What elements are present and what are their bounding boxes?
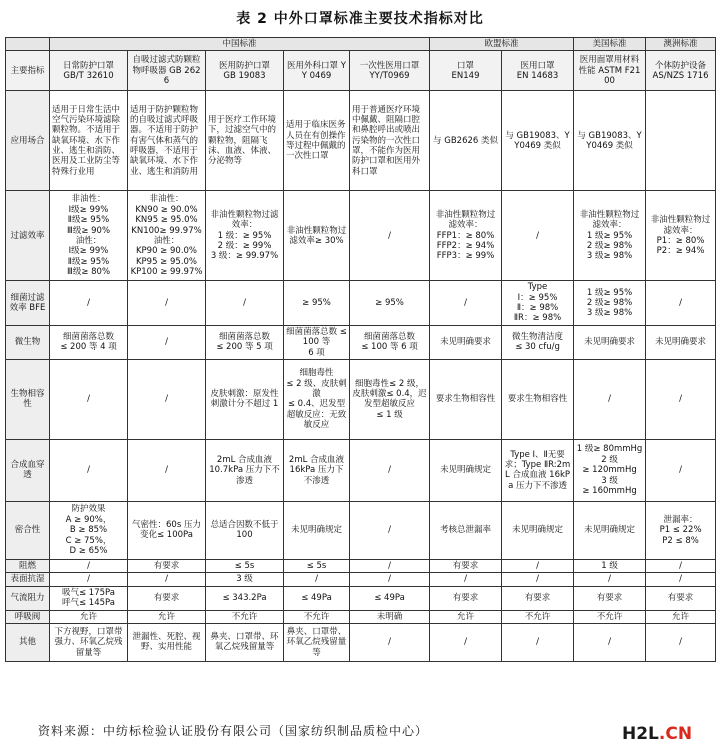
- row-label: 气流阻力: [6, 586, 50, 610]
- table-cell: /: [646, 281, 716, 325]
- row-label: 阻燃: [6, 559, 50, 572]
- table-cell: ≤ 49Pa: [350, 586, 430, 610]
- table-cell: 1 级≥ 80mmHg 2 级 ≥ 120mmHg 3 级 ≥ 160mmHg: [574, 439, 646, 501]
- table-row: [6, 91, 716, 191]
- table-cell: /: [128, 573, 206, 586]
- table-cell: /: [430, 573, 502, 586]
- table-cell: 下方视野，口罩带强力、环氧乙烷残留量等: [50, 623, 128, 661]
- row-label: 过滤效率: [6, 191, 50, 281]
- header-col: 自吸过滤式防颗粒物呼吸器 GB 2626: [128, 51, 206, 91]
- table-row: [6, 586, 716, 610]
- table-cell: 要求生物相容性: [502, 359, 574, 439]
- table-cell: /: [128, 439, 206, 501]
- table-cell: Type Ⅰ、Ⅱ无要求；Type ⅡR:2mL 合成血液 16kPa 压力下不渗透: [502, 439, 574, 501]
- table-cell: 细菌菌落总数 ≤ 200 等 4 项: [50, 325, 128, 359]
- table-cell: /: [646, 623, 716, 661]
- table-cell: 2mL 合成血液 16kPa 压力下不渗透: [284, 439, 350, 501]
- table-cell: 非油性颗粒物过滤效率： 1 级≥ 95% 2 级≥ 98% 3 级≥ 98%: [574, 191, 646, 281]
- table-cell: 3 级: [206, 573, 284, 586]
- table-cell: 皮肤刺激：原发性刺激计分不超过 1: [206, 359, 284, 439]
- table-cell: 有要求: [574, 586, 646, 610]
- table-cell: /: [50, 559, 128, 572]
- table-cell: /: [128, 325, 206, 359]
- table-cell: /: [502, 191, 574, 281]
- table-cell: 防护效果 A ≥ 90%， B ≥ 85% C ≥ 75%， D ≥ 65%: [50, 501, 128, 559]
- table-row: [6, 623, 716, 661]
- table-cell: ≤ 5s: [284, 559, 350, 572]
- table-cell: ≤ 49Pa: [284, 586, 350, 610]
- table-cell: 与 GB19083、YY0469 类似: [502, 91, 574, 191]
- table-cell: 非油性： KN90 ≥ 90.0% KN95 ≥ 95.0% KN100≥ 99.97% 油性： KP90 ≥ 90.0% KP95 ≥ 95.0% KP100 ≥ 99.97%: [128, 191, 206, 281]
- table-cell: ≤ 343.2Pa: [206, 586, 284, 610]
- table-cell: 适用于防护颗粒物的自吸过滤式呼吸器。不适用于防护有害气体和蒸气的呼吸器，不适用于缺氧环境、水下作业、逃生和消防用: [128, 91, 206, 191]
- table-cell: 泄漏性、死腔、视野、实用性能: [128, 623, 206, 661]
- table-cell: /: [350, 623, 430, 661]
- table-cell: /: [50, 281, 128, 325]
- table-row: [6, 573, 716, 586]
- table-cell: 微生物清洁度 ≤ 30 cfu/g: [502, 325, 574, 359]
- table-cell: 未见明确规定: [430, 439, 502, 501]
- header-blank: [6, 38, 50, 51]
- table-cell: 允许: [50, 610, 128, 623]
- table-cell: /: [646, 439, 716, 501]
- table-cell: 未见明确要求: [430, 325, 502, 359]
- table-cell: 有要求: [646, 586, 716, 610]
- table-cell: ≥ 95%: [350, 281, 430, 325]
- table-cell: 允许: [646, 610, 716, 623]
- table-cell: 未明确: [350, 610, 430, 623]
- header-col: 个体防护设备 AS/NZS 1716: [646, 51, 716, 91]
- table-cell: 有要求: [430, 559, 502, 572]
- table-cell: 细胞毒性 ≤ 2 级、皮肤刺激 ≤ 0.4、迟发型超敏反应：无致敏反应: [284, 359, 350, 439]
- row-label: 其他: [6, 623, 50, 661]
- header-col: 医用防护口罩 GB 19083: [206, 51, 284, 91]
- table-cell: ≤ 5s: [206, 559, 284, 572]
- row-label: 密合性: [6, 501, 50, 559]
- table-cell: /: [430, 623, 502, 661]
- table-cell: /: [350, 501, 430, 559]
- header-col: 口罩 EN149: [430, 51, 502, 91]
- table-cell: 要求生物相容性: [430, 359, 502, 439]
- table-cell: 非油性： Ⅰ级≥ 99% Ⅱ级≥ 95% Ⅲ级≥ 90% 油性： Ⅰ级≥ 99% Ⅱ级≥ 95% Ⅲ级≥ 80%: [50, 191, 128, 281]
- table-cell: 允许: [430, 610, 502, 623]
- table-cell: /: [50, 573, 128, 586]
- header-col: 医用外科口罩 YY 0469: [284, 51, 350, 91]
- table-cell: 不允许: [502, 610, 574, 623]
- header-col: 医用面罩用材料性能 ASTM F2100: [574, 51, 646, 91]
- group-europe: 欧盟标准: [430, 38, 574, 51]
- table-cell: /: [574, 623, 646, 661]
- table-cell: 用于医疗工作环境下，过滤空气中的颗粒物，阻隔飞沫、血液、体液、分泌物等: [206, 91, 284, 191]
- table-row: [6, 610, 716, 623]
- row-label: 生物相容性: [6, 359, 50, 439]
- table-cell: [646, 91, 716, 191]
- table-cell: 不允许: [284, 610, 350, 623]
- table-cell: 未见明确规定: [284, 501, 350, 559]
- table-cell: /: [646, 559, 716, 572]
- table-row: [6, 439, 716, 501]
- header-col: 医用口罩 EN 14683: [502, 51, 574, 91]
- table-row: [6, 359, 716, 439]
- table-cell: 与 GB19083、YY0469 类似: [574, 91, 646, 191]
- table-cell: 与 GB2626 类似: [430, 91, 502, 191]
- table-cell: 不允许: [574, 610, 646, 623]
- table-cell: /: [350, 573, 430, 586]
- row-label: 呼吸阀: [6, 610, 50, 623]
- table-cell: /: [128, 359, 206, 439]
- table-cell: 有要求: [430, 586, 502, 610]
- table-row: [6, 191, 716, 281]
- table-cell: 未见明确要求: [646, 325, 716, 359]
- table-cell: 有要求: [128, 586, 206, 610]
- table-cell: 适用于临床医务人员在有创操作等过程中佩戴的一次性口罩: [284, 91, 350, 191]
- table-cell: /: [350, 559, 430, 572]
- table-row: [6, 325, 716, 359]
- table-cell: 1 级≥ 95% 2 级≥ 98% 3 级≥ 98%: [574, 281, 646, 325]
- row-label: 表面抗湿: [6, 573, 50, 586]
- table-row: [6, 501, 716, 559]
- table-cell: 细菌菌落总数 ≤ 100 等 6 项: [284, 325, 350, 359]
- table-cell: 鼻夹、口罩带、环氧乙烷残留量等: [284, 623, 350, 661]
- table-cell: Type Ⅰ：≥ 95% Ⅱ：≥ 98% ⅡR：≥ 98%: [502, 281, 574, 325]
- watermark-part1: H2L: [622, 724, 659, 744]
- table-cell: /: [574, 573, 646, 586]
- header-col: 日常防护口罩 GB/T 32610: [50, 51, 128, 91]
- source-note: 资料来源：中纺标检验认证股份有限公司（国家纺织制品质检中心）: [38, 724, 429, 738]
- table-cell: 未见明确要求: [574, 325, 646, 359]
- group-china: 中国标准: [50, 38, 430, 51]
- table-cell: /: [128, 281, 206, 325]
- table-cell: /: [574, 359, 646, 439]
- table-cell: 非油性颗粒物过滤效率： 1 级：≥ 95% 2 级：≥ 99% 3 级：≥ 99.97%: [206, 191, 284, 281]
- group-australia: 澳洲标准: [646, 38, 716, 51]
- table-cell: /: [502, 573, 574, 586]
- table-cell: 非油性颗粒物过滤效率： FFP1：≥ 80% FFP2：≥ 94% FFP3：≥ 99%: [430, 191, 502, 281]
- header-row-label: 主要指标: [6, 51, 50, 91]
- table-cell: 泄漏率： P1 ≤ 22% P2 ≤ 8%: [646, 501, 716, 559]
- table-cell: 未见明确规定: [502, 501, 574, 559]
- table-row: [6, 281, 716, 325]
- table-cell: 2mL 合成血液 10.7kPa 压力下不渗透: [206, 439, 284, 501]
- table-cell: 不允许: [206, 610, 284, 623]
- row-label: 合成血穿透: [6, 439, 50, 501]
- table-cell: 未见明确规定: [574, 501, 646, 559]
- standards-comparison-table: [5, 37, 716, 662]
- table-cell: 总适合因数不低于 100: [206, 501, 284, 559]
- table-cell: /: [502, 559, 574, 572]
- table-cell: 吸气≤ 175Pa 呼气≤ 145Pa: [50, 586, 128, 610]
- table-cell: 考核总泄漏率: [430, 501, 502, 559]
- table-cell: 非油性颗粒物过滤效率≥ 30%: [284, 191, 350, 281]
- table-cell: /: [502, 623, 574, 661]
- table-cell: /: [646, 359, 716, 439]
- table-cell: 细菌菌落总数 ≤ 100 等 6 项: [350, 325, 430, 359]
- table-cell: 允许: [128, 610, 206, 623]
- table-cell: 细菌菌落总数 ≤ 200 等 5 项: [206, 325, 284, 359]
- table-cell: 细胞毒性≤ 2 级，皮肤刺激≤ 0.4，迟发型超敏反应 ≤ 1 级: [350, 359, 430, 439]
- table-cell: 1 级: [574, 559, 646, 572]
- table-cell: /: [50, 359, 128, 439]
- site-watermark: [622, 724, 692, 744]
- table-cell: 有要求: [128, 559, 206, 572]
- table-cell: 适用于日常生活中空气污染环境滤除颗粒物。不适用于缺氧环境、水下作业、逃生和消防、医用及工业防尘等特殊行业用: [50, 91, 128, 191]
- table-cell: 气密性：60s 压力变化≤ 100Pa: [128, 501, 206, 559]
- table-cell: /: [430, 281, 502, 325]
- table-row: [6, 559, 716, 572]
- table-cell: /: [284, 573, 350, 586]
- group-usa: 美国标准: [574, 38, 646, 51]
- row-label: 微生物: [6, 325, 50, 359]
- table-cell: ≥ 95%: [284, 281, 350, 325]
- table-title: 表 2 中外口罩标准主要技术指标对比: [236, 11, 484, 27]
- table-cell: /: [350, 439, 430, 501]
- table-cell: /: [50, 439, 128, 501]
- table-cell: 用于普通医疗环境中佩戴、阻隔口腔和鼻腔呼出或喷出污染物的一次性口罩，不能作为医用防护口罩和医用外科口罩: [350, 91, 430, 191]
- row-label: 应用场合: [6, 91, 50, 191]
- table-cell: /: [206, 281, 284, 325]
- table-cell: 有要求: [502, 586, 574, 610]
- table-cell: /: [350, 191, 430, 281]
- table-cell: 鼻夹、口罩带、环氧乙烷残留量等: [206, 623, 284, 661]
- table-cell: /: [646, 573, 716, 586]
- row-label: 细菌过滤效率 BFE: [6, 281, 50, 325]
- watermark-part2: .CN: [658, 724, 693, 744]
- table-cell: 非油性颗粒物过滤效率： P1：≥ 80% P2：≥ 94%: [646, 191, 716, 281]
- header-col: 一次性医用口罩 YY/T0969: [350, 51, 430, 91]
